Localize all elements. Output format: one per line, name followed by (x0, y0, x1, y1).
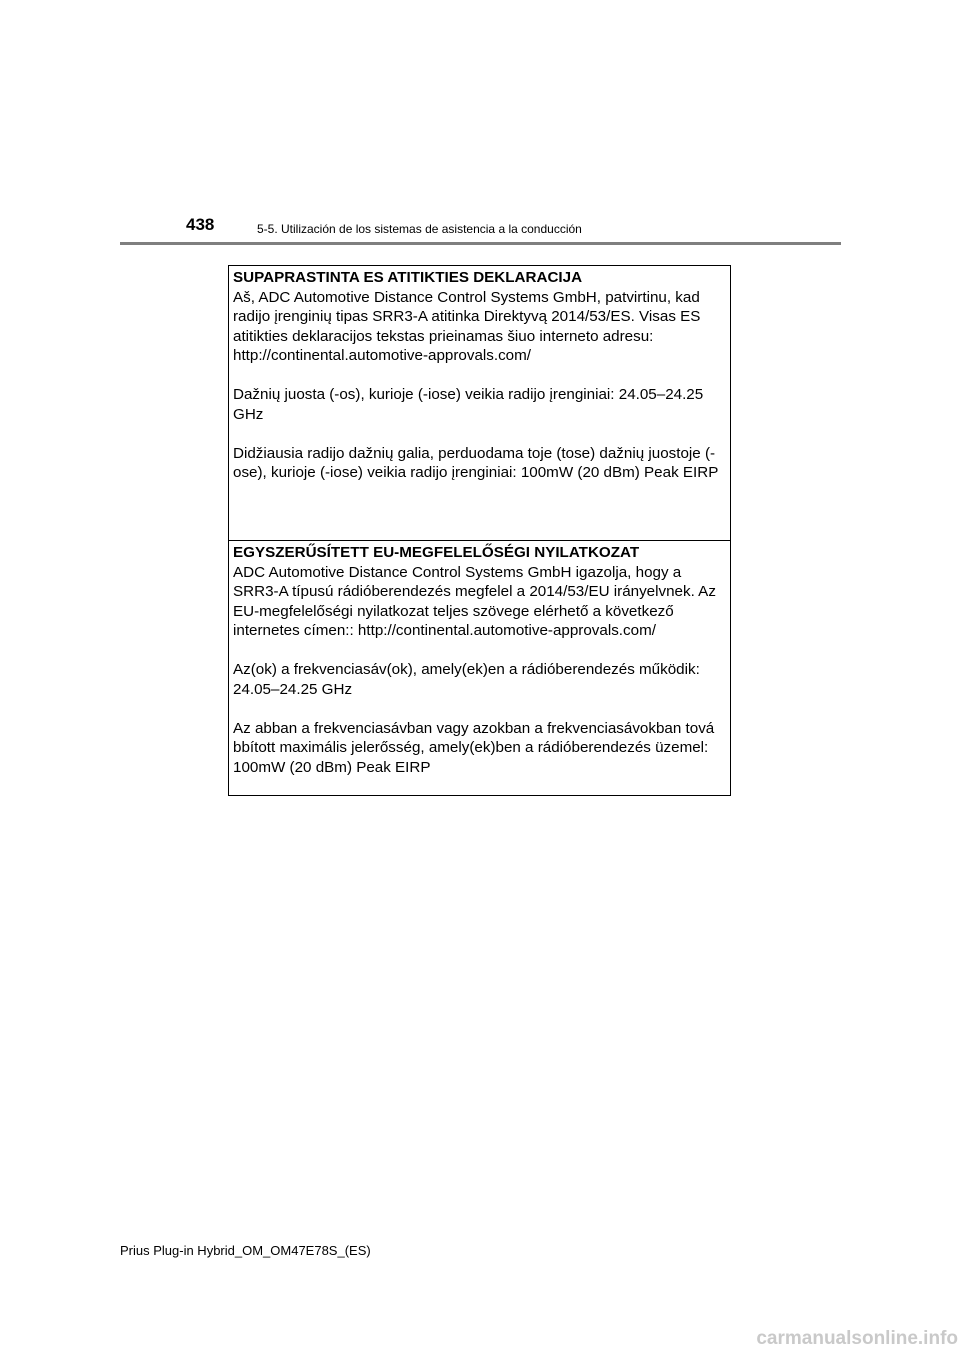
declaration-statement-lithuanian: Aš, ADC Automotive Distance Control Systems GmbH, patvirtinu, kad radijo įrenginių tipas SRR3-A atitinka Direktyvą 2014/53/ES. Visas ES atitikties deklaracijos tekstas prieinamas šiuo interneto adresu: http://continental.automotive-approvals.com/ (233, 288, 701, 364)
paragraph-gap (233, 641, 726, 661)
declaration-statement-hungarian: ADC Automotive Distance Control Systems GmbH igazolja, hogy a SRR3-A típusú rádióberendezés megfelel a 2014/53/EU irányelvnek. Az EU-megfelelőségi nyilatkozat teljes szövege elérhető a következő internetes címen:: http://continental.automotive-approvals.com/ (233, 563, 716, 639)
paragraph-gap (233, 699, 726, 719)
section-title: 5-5. Utilización de los sistemas de asistencia a la conducción (257, 222, 582, 236)
declaration-cell-hungarian (229, 541, 730, 795)
paragraph-gap (233, 366, 726, 386)
max-power-lithuanian: Didžiausia radijo dažnių galia, perduodama toje (tose) dažnių juostoje (-ose), kurioje (-iose) veikia radijo įrenginiai: 100mW (20 dBm) Peak EIRP (233, 444, 719, 481)
declaration-title-lithuanian: SUPAPRASTINTA ES ATITIKTIES DEKLARACIJA (233, 269, 583, 286)
page-number: 438 (186, 215, 215, 234)
frequency-band-hungarian: Az(ok) a frekvenciasáv(ok), amely(ek)en a rádióberendezés működik: 24.05–24.25 GHz (233, 661, 700, 698)
frequency-band-lithuanian: Dažnių juosta (-os), kurioje (-iose) veikia radijo įrenginiai: 24.05–24.25 GHz (233, 386, 704, 423)
watermark: carmanualsonline.info (756, 1328, 958, 1349)
header-rule (120, 242, 841, 245)
declaration-title-hungarian: EGYSZERŰSÍTETT EU-MEGFELELŐSÉGI NYILATKOZAT (233, 544, 640, 561)
declaration-cell-lithuanian (229, 266, 730, 541)
paragraph-gap (233, 424, 726, 444)
footer-doc-code: Prius Plug-in Hybrid_OM_OM47E78S_(ES) (120, 1243, 371, 1258)
declaration-table (228, 265, 731, 796)
max-power-hungarian: Az abban a frekvenciasávban vagy azokban a frekvenciasávokban tová bbított maximális jelerősség, amely(ek)ben a rádióberendezés üzemel: 100mW (20 dBm) Peak EIRP (233, 719, 715, 776)
